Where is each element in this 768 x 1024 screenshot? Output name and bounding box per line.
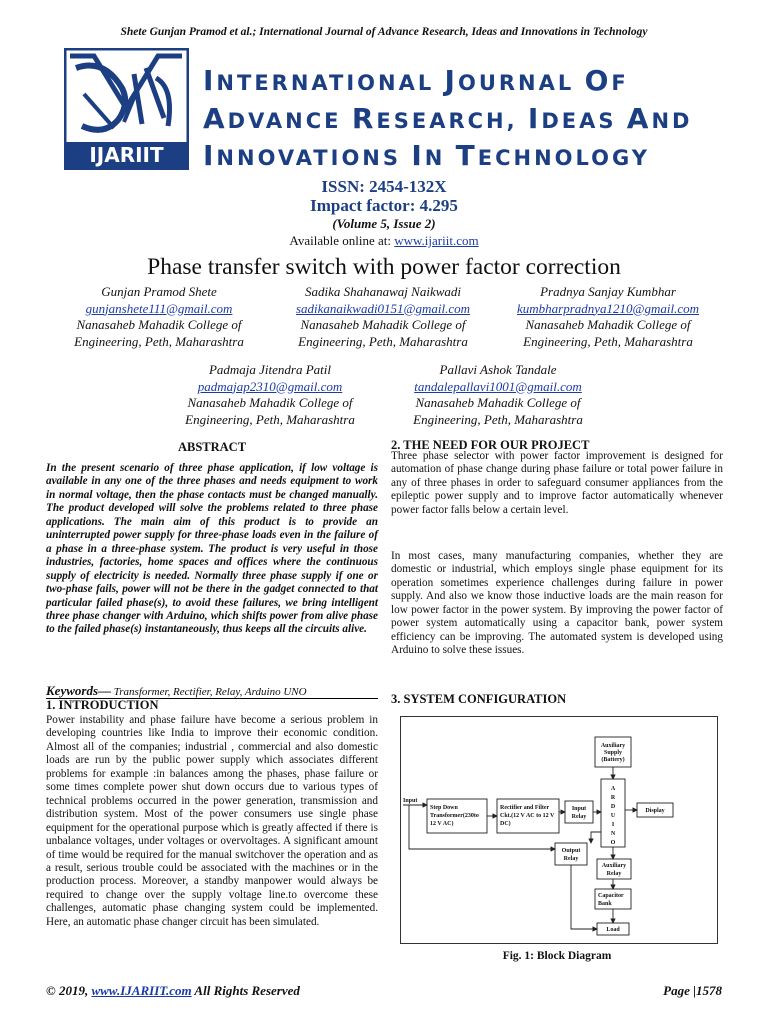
author-affiliation: Engineering, Peth, Maharashtra xyxy=(74,333,244,349)
footer-suffix: All Rights Reserved xyxy=(191,983,300,998)
author-affiliation: Nanasaheb Mahadik College of xyxy=(525,317,691,332)
running-header: Shete Gunjan Pramod et al.; International Journal of Advance Research, Ideas and Innovations in Technology xyxy=(120,26,648,38)
arduino-letter: N xyxy=(610,831,616,837)
introduction-text: Power instability and phase failure have become a serious problem in developing countries like India to improve their economic condition. Almost all of the companies; industrial , commercial and also domestic loads are run by the public power supply which associates different problems for example :in balances among the phases, phase failure or some times complete power shut down occurs due to various types of technical problems occurred in the power generation, transmission and distribution system. Most of the power consumers use single phase equipment for the operational purpose which is greatly affected if there is unbalance voltages, under voltages or overvoltages. A significant amount of time would be required for the manual switchover the operation and as a result, serious trouble could be associated with the machines or in the production process. Moreover, a standby manpower would always be required to change over the supply voltage line.to overcome these challenges, automatic phase changing system could be implemented. Here, an automatic phase changer circuit has been simulated. xyxy=(46,714,378,928)
input-label: Input xyxy=(403,798,418,804)
journal-title-capital: I xyxy=(203,139,217,172)
output-relay-label: Relay xyxy=(563,856,579,862)
capacitor-bank-label: Capacitor xyxy=(598,893,624,899)
journal-title-rest: N xyxy=(424,146,456,170)
keywords xyxy=(46,683,378,699)
journal-title-line3 xyxy=(203,141,650,173)
journal-title-capital: T xyxy=(455,139,478,172)
keywords-label: Keywords— xyxy=(46,683,111,698)
need-heading: 2. THE NEED FOR OUR PROJECT xyxy=(391,438,590,452)
rectifier-label: Ckt.(12 V AC to 12 V xyxy=(500,813,555,819)
output-relay-label: Output xyxy=(561,848,581,854)
author-email[interactable]: padmajap2310@gmail.com xyxy=(197,378,343,394)
arduino-letter: R xyxy=(610,795,616,801)
author-affiliation: Engineering, Peth, Maharashtra xyxy=(298,333,468,349)
input-relay-label: Relay xyxy=(571,814,587,820)
author-5 xyxy=(383,362,613,428)
arduino-letter: O xyxy=(610,840,616,846)
journal-title-rest: ECHNOLOGY xyxy=(477,146,650,170)
load-label: Load xyxy=(606,927,620,933)
author-email[interactable]: tandalepallavi1001@gmail.com xyxy=(414,378,582,394)
author-affiliation: Nanasaheb Mahadik College of xyxy=(187,395,353,410)
arduino-letter: D xyxy=(610,804,616,810)
abstract-heading: ABSTRACT xyxy=(177,440,247,454)
journal-website-link[interactable]: www.ijariit.com xyxy=(394,233,479,248)
logo-text: IJARIIT xyxy=(89,143,164,167)
journal-title-capital: I xyxy=(411,139,425,172)
journal-title-rest: F xyxy=(611,71,629,95)
author-1 xyxy=(44,284,274,350)
arduino-letter: U xyxy=(610,813,616,819)
author-affiliation: Engineering, Peth, Maharashtra xyxy=(523,333,693,349)
journal-logo xyxy=(64,48,189,170)
aux-supply-label: (Battery) xyxy=(601,757,625,763)
journal-title-rest: DEAS xyxy=(541,109,627,133)
input-relay-label: Input xyxy=(571,806,587,812)
journal-title-capital: A xyxy=(626,102,652,135)
abstract-text: In the present scenario of three phase application, if low voltage is available in any one of the three phases and needs equipment to work in normal voltage, then the phase contacts must be changed manually. The product developed will solve the problems related to three phase applications. The main aim of this product is to provide an uninterrupted power supply for three-phase loads even in the failure of a phase in a three-phase system. The product is very useful in those industries, factories, home spaces and offices where the continuous supply of electricity is needed. Normally three phase supply if one or two-phase fails, power will not be there in the gadget connected to that particular failed phase(s), to avoid these failures, we bring intelligent three phase changer with Arduino, which shifts power from alive phase to the failed phase(s) instantaneously, thus keeps all the circuits alive. xyxy=(46,462,378,636)
author-name: Sadika Shahanawaj Naikwadi xyxy=(305,284,461,299)
author-affiliation: Engineering, Peth, Maharashtra xyxy=(413,411,583,427)
need-paragraph-2: In most cases, many manufacturing companies, whether they are domestic or industrial, which employs single phase equipment for its operation sometimes experience challenges during failure in power supply. And also we know those inductive loads are the main reason for low power factor in the power system. By improving the power factor of power system automatically using a capacitor bank, power system efficiency can be improving. The automated system is developed using Arduino to solve these issues. xyxy=(391,550,723,657)
author-2 xyxy=(268,284,498,350)
journal-title-rest: DVANCE xyxy=(227,109,352,133)
journal-title-capital: J xyxy=(444,64,458,97)
author-name: Pradnya Sanjay Kumbhar xyxy=(540,284,676,299)
introduction-heading: 1. INTRODUCTION xyxy=(46,698,159,712)
block-diagram-svg xyxy=(401,717,717,943)
available-online xyxy=(0,233,768,249)
rectifier-label: DC) xyxy=(500,821,511,827)
author-email[interactable]: sadikanaikwadi0151@gmail.com xyxy=(295,300,471,316)
step-down-label: 12 V AC) xyxy=(430,821,454,827)
arduino-letter: A xyxy=(610,786,616,792)
display-label: Display xyxy=(645,808,665,814)
author-email[interactable]: kumbharpradnya1210@gmail.com xyxy=(516,300,700,316)
need-paragraph-1: Three phase selector with power factor improvement is designed for automation of phase change during phase failure or total power failure in any of three phases in order to safeguard consumer appliances from the epileptic power supply and to improve factor automatically whenever power factor falls below a certain level. xyxy=(391,450,723,516)
arduino-letter: I xyxy=(611,822,615,828)
step-down-label: Step Down xyxy=(430,805,458,811)
author-name: Padmaja Jitendra Patil xyxy=(208,362,332,377)
journal-title-capital: I xyxy=(527,102,542,135)
journal-title-line1 xyxy=(203,66,629,98)
aux-relay-label: Relay xyxy=(606,871,622,877)
keywords-list: Transformer, Rectifier, Relay, Arduino UNO xyxy=(111,686,307,698)
impact-factor: Impact factor: 4.295 xyxy=(310,196,458,215)
issn: ISSN: 2454-132X xyxy=(321,177,447,196)
author-name: Pallavi Ashok Tandale xyxy=(439,362,557,377)
author-4 xyxy=(155,362,385,428)
journal-title-rest: ND xyxy=(651,109,693,133)
author-affiliation: Nanasaheb Mahadik College of xyxy=(300,317,466,332)
author-name: Gunjan Pramod Shete xyxy=(101,284,217,299)
available-prefix: Available online at: xyxy=(289,233,395,248)
author-affiliation: Nanasaheb Mahadik College of xyxy=(415,395,581,410)
footer-prefix: © 2019, xyxy=(46,983,92,998)
capacitor-bank-label: Bank xyxy=(598,901,612,907)
author-affiliation: Nanasaheb Mahadik College of xyxy=(76,317,242,332)
journal-title-rest: OURNAL xyxy=(457,71,585,95)
aux-supply-label: Supply xyxy=(603,750,623,756)
aux-relay-label: Auxiliary xyxy=(601,863,627,869)
step-down-label: Transformer(230to xyxy=(430,813,479,819)
journal-title-rest: ESEARCH, xyxy=(376,109,528,133)
journal-title-capital: O xyxy=(584,64,612,97)
system-configuration-heading: 3. SYSTEM CONFIGURATION xyxy=(391,692,567,706)
author-3 xyxy=(493,284,723,350)
figure-caption: Fig. 1: Block Diagram xyxy=(502,950,612,962)
journal-title-rest: NNOVATIONS xyxy=(216,146,412,170)
author-email[interactable]: gunjanshete111@gmail.com xyxy=(85,300,233,316)
journal-title-rest: NTERNATIONAL xyxy=(216,71,445,95)
aux-supply-label: Auxiliary xyxy=(600,743,626,749)
footer-copyright xyxy=(46,983,300,999)
page-number: Page |1578 xyxy=(663,983,722,998)
journal-title-line2 xyxy=(203,104,692,136)
paper-title: Phase transfer switch with power factor correction xyxy=(147,254,621,280)
rectifier-label: Rectifier and Filter xyxy=(500,805,550,811)
footer-link[interactable]: www.IJARIIT.com xyxy=(91,983,192,998)
journal-title-capital: I xyxy=(203,64,217,97)
author-affiliation: Engineering, Peth, Maharashtra xyxy=(185,411,355,427)
journal-title-capital: R xyxy=(351,102,377,135)
journal-title-capital: A xyxy=(203,102,228,135)
volume-issue: (Volume 5, Issue 2) xyxy=(332,216,436,231)
block-diagram xyxy=(400,716,718,944)
